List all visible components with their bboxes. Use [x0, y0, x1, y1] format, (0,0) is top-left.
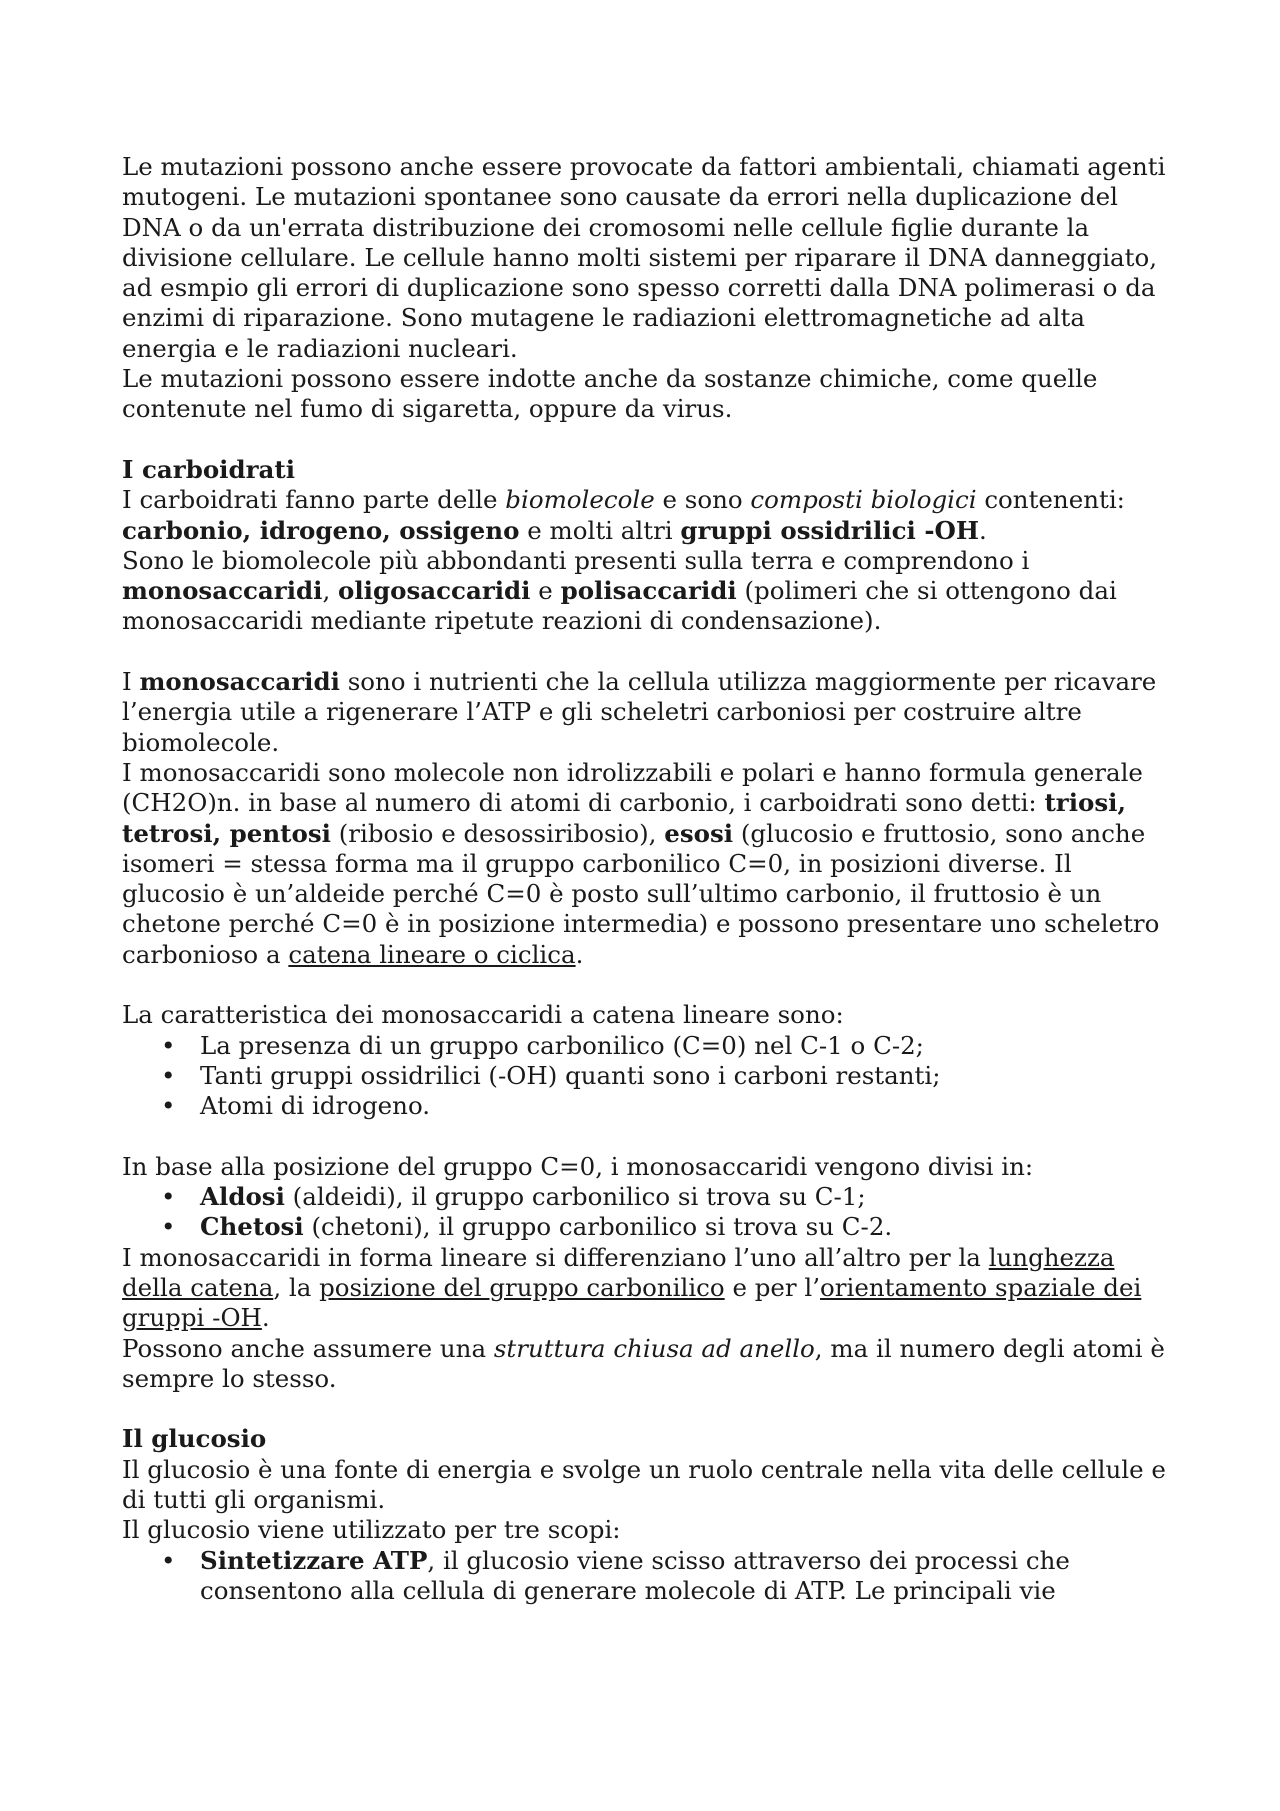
list-item: • Atomi di idrogeno. — [161, 1091, 431, 1121]
bullet-icon: • — [161, 1212, 176, 1242]
list-item: • Sintetizzare ATP, il glucosio viene scisso attraverso dei processi che consentono alla cellula di generare molecole di ATP. Le principali vie — [161, 1545, 1070, 1605]
bullet-icon: • — [161, 1060, 176, 1090]
glucosio-paragraph-1: Il glucosio è una fonte di energia e svolge un ruolo centrale nella vita delle cellule e di tutti gli organismi. — [122, 1454, 1166, 1515]
carboidrati-paragraph-2: Sono le biomolecole più abbondanti presenti sulla terra e comprendono i monosaccaridi, oligosaccaridi e polisaccaridi (polimeri che si ottengono dai monosaccaridi mediante ripetute reazioni di condensazione). — [122, 545, 1117, 636]
intro-paragraph-1: Le mutazioni possono anche essere provocate da fattori ambientali, chiamati agenti mutogeni. Le mutazioni spontanee sono causate da errori nella duplicazione del DNA o da un'errata distribuzione dei cromosomi nelle cellule figlie durante la divisione cellulare. Le cellule hanno molti sistemi per riparare il DNA danneggiato, ad esmpio gli errori di duplicazione sono spesso corretti dalla DNA polimerasi o da enzimi di riparazione. Sono mutagene le radiazioni elettromagnetiche ad alta energia e le radiazioni nucleari. — [122, 152, 1166, 363]
list-item: • Aldosi (aldeidi), il gruppo carbonilico si trova su C-1; — [161, 1182, 866, 1212]
posizione-list — [122, 1182, 1182, 1243]
document-page — [122, 152, 1182, 1606]
heading-glucosio: Il glucosio — [122, 1424, 267, 1454]
glucosio-list — [122, 1546, 1182, 1607]
lineare-list — [122, 1031, 1182, 1122]
heading-carboidrati: I carboidrati — [122, 454, 296, 484]
bullet-icon: • — [161, 1030, 176, 1060]
glucosio-paragraph-2: Il glucosio viene utilizzato per tre scopi: — [122, 1515, 621, 1545]
list-item: • Chetosi (chetoni), il gruppo carbonilico si trova su C-2. — [161, 1212, 893, 1242]
monosaccaridi-paragraph-4: Possono anche assumere una struttura chiusa ad anello, ma il numero degli atomi è sempre lo stesso. — [122, 1333, 1165, 1393]
list-item: • La presenza di un gruppo carbonilico (C=0) nel C-1 o C-2; — [161, 1030, 924, 1060]
bullet-icon: • — [161, 1182, 176, 1212]
bullet-icon: • — [161, 1545, 176, 1575]
lineare-intro: La caratteristica dei monosaccaridi a catena lineare sono: — [122, 1000, 844, 1030]
list-item: • Tanti gruppi ossidrilici (-OH) quanti sono i carboni restanti; — [161, 1060, 941, 1090]
monosaccaridi-paragraph-2: I monosaccaridi sono molecole non idrolizzabili e polari e hanno formula generale (CH2O)n. in base al numero di atomi di carbonio, i carboidrati sono detti: triosi, tetrosi, pentosi (ribosio e desossiribosio), esosi (glucosio e fruttosio, sono anche isomeri = stessa forma ma il gruppo carbonilico C=0, in posizioni diverse. Il glucosio è un’aldeide perché C=0 è posto sull’ultimo carbonio, il fruttosio è un chetone perché C=0 è in posizione intermedia) e possono presentare uno scheletro carbonioso a catena lineare o ciclica. — [122, 757, 1160, 969]
bullet-icon: • — [161, 1091, 176, 1121]
monosaccaridi-paragraph-3: I monosaccaridi in forma lineare si differenziano l’uno all’altro per la lunghezza della catena, la posizione del gruppo carbonilico e per l’orientamento spaziale dei gruppi -OH. — [122, 1242, 1142, 1333]
posizione-intro: In base alla posizione del gruppo C=0, i monosaccaridi vengono divisi in: — [122, 1151, 1034, 1181]
intro-paragraph-2: Le mutazioni possono essere indotte anche da sostanze chimiche, come quelle contenute nel fumo di sigaretta, oppure da virus. — [122, 364, 1098, 424]
monosaccaridi-paragraph-1: I monosaccaridi sono i nutrienti che la cellula utilizza maggiormente per ricavare l’energia utile a rigenerare l’ATP e gli scheletri carboniosi per costruire altre biomolecole. — [122, 667, 1157, 757]
carboidrati-paragraph-1: I carboidrati fanno parte delle biomolecole e sono composti biologici contenenti: carbonio, idrogeno, ossigeno e molti altri gruppi ossidrilici -OH. — [122, 485, 1125, 545]
